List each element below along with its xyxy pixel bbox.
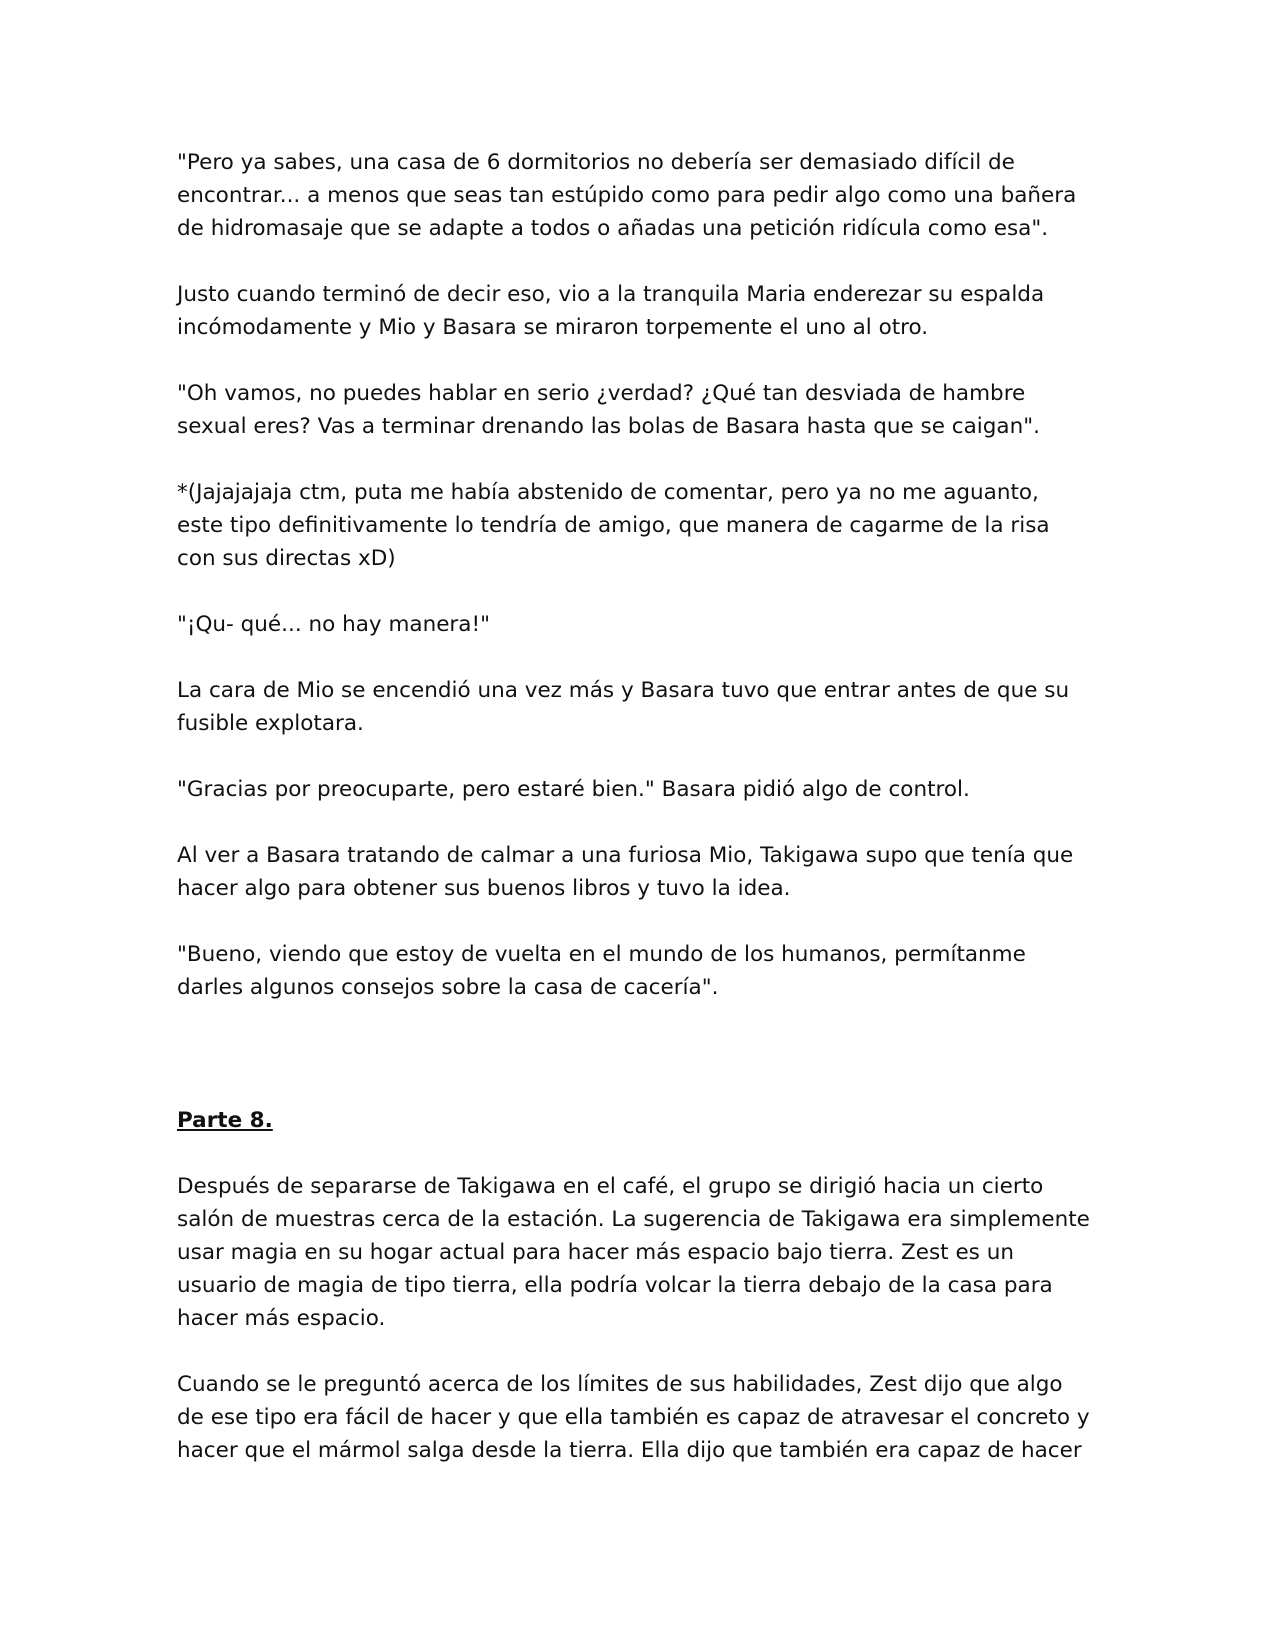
text-line: hacer que el mármol salga desde la tierra. Ella dijo que también era capaz de hacer	[177, 1438, 1082, 1463]
text-line: darles algunos consejos sobre la casa de cacería".	[177, 975, 719, 1000]
text-line: salón de muestras cerca de la estación. La sugerencia de Takigawa era simplemente	[177, 1207, 1090, 1232]
section-spacer	[177, 1037, 1107, 1104]
text-line: hacer algo para obtener sus buenos libros y tuvo la idea.	[177, 876, 791, 901]
text-line: este tipo definitivamente lo tendría de amigo, que manera de cagarme de la risa	[177, 513, 1050, 538]
text-line: Después de separarse de Takigawa en el café, el grupo se dirigió hacia un cierto	[177, 1174, 1044, 1199]
text-line: fusible explotara.	[177, 711, 364, 736]
paragraph	[177, 1368, 1107, 1467]
paragraph	[177, 278, 1107, 344]
text-line: usar magia en su hogar actual para hacer más espacio bajo tierra. Zest es un	[177, 1240, 1014, 1265]
text-line: hacer más espacio.	[177, 1306, 386, 1331]
text-line: "Bueno, viendo que estoy de vuelta en el mundo de los humanos, permítanme	[177, 942, 1026, 967]
text-line: con sus directas xD)	[177, 546, 396, 571]
paragraph	[177, 476, 1107, 575]
text-line: "Pero ya sabes, una casa de 6 dormitorios no debería ser demasiado difícil de	[177, 150, 1015, 175]
document-body	[177, 146, 1107, 1500]
text-block-bottom	[177, 1170, 1107, 1467]
text-line: "Gracias por preocuparte, pero estaré bien." Basara pidió algo de control.	[177, 777, 970, 802]
text-line: Cuando se le preguntó acerca de los límites de sus habilidades, Zest dijo que algo	[177, 1372, 1063, 1397]
paragraph	[177, 839, 1107, 905]
text-line: "¡Qu- qué... no hay manera!"	[177, 612, 490, 637]
text-line: sexual eres? Vas a terminar drenando las bolas de Basara hasta que se caigan".	[177, 414, 1040, 439]
paragraph	[177, 608, 1107, 641]
text-line: Al ver a Basara tratando de calmar a una furiosa Mio, Takigawa supo que tenía que	[177, 843, 1074, 868]
text-line: Justo cuando terminó de decir eso, vio a la tranquila Maria enderezar su espalda	[177, 282, 1045, 307]
text-line: incómodamente y Mio y Basara se miraron torpemente el uno al otro.	[177, 315, 929, 340]
text-block-top	[177, 146, 1107, 1004]
paragraph	[177, 377, 1107, 443]
text-line: La cara de Mio se encendió una vez más y Basara tuvo que entrar antes de que su	[177, 678, 1070, 703]
paragraph	[177, 1170, 1107, 1335]
text-line: *(Jajajajaja ctm, puta me había abstenido de comentar, pero ya no me aguanto,	[177, 480, 1039, 505]
text-line: usuario de magia de tipo tierra, ella podría volcar la tierra debajo de la casa para	[177, 1273, 1053, 1298]
paragraph	[177, 773, 1107, 806]
paragraph	[177, 674, 1107, 740]
paragraph	[177, 938, 1107, 1004]
section-heading: Parte 8.	[177, 1108, 273, 1133]
paragraph	[177, 146, 1107, 245]
text-line: de ese tipo era fácil de hacer y que ella también es capaz de atravesar el concreto y	[177, 1405, 1090, 1430]
text-line: de hidromasaje que se adapte a todos o añadas una petición ridícula como esa".	[177, 216, 1049, 241]
text-line: "Oh vamos, no puedes hablar en serio ¿verdad? ¿Qué tan desviada de hambre	[177, 381, 1026, 406]
text-line: encontrar... a menos que seas tan estúpido como para pedir algo como una bañera	[177, 183, 1077, 208]
